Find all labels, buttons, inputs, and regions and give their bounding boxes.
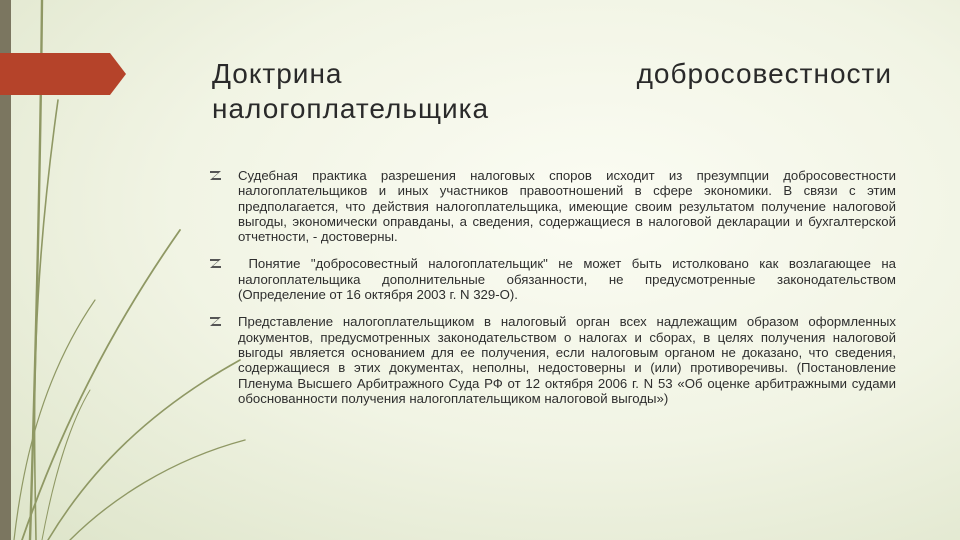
z-bullet-icon bbox=[210, 171, 221, 180]
bullet-text: Представление налогоплательщиком в налоговый орган всех надлежащим образом оформленных документов, предусмотренных законодательством о налогах и сборах, в целях получения налоговой выгоды является основанием для ее получения, если налоговым органом не доказано, что сведения, содержащиеся в этих документах, неполны, недостоверны и (или) противоречивы. (Постановление Пленума Высшего Арбитражного Суда РФ от 12 октября 2006 г. N 53 «Об оценке арбитражными судами обоснованности получения налогоплательщиком налоговой выгоды») bbox=[238, 314, 896, 406]
title-word-doctrine: Доктрина bbox=[212, 58, 343, 89]
z-bullet-icon bbox=[210, 317, 221, 326]
bullet-item bbox=[210, 256, 900, 303]
bullet-list bbox=[210, 168, 900, 418]
z-bullet-icon bbox=[210, 259, 221, 268]
bullet-text: Понятие "добросовестный налогоплательщик" не может быть истолковано как возлагающее на налогоплательщика дополнительные обязанности, не предусмотренные законодательством (Определение от 16 октября 2003 г. N 329-О). bbox=[238, 256, 900, 303]
bullet-item bbox=[210, 168, 896, 244]
title-line-1 bbox=[212, 56, 892, 91]
title-line-2: налогоплательщика bbox=[212, 93, 490, 124]
title-word-good-faith: добросовестности bbox=[636, 58, 892, 89]
title-accent-arrow bbox=[0, 53, 126, 95]
bullet-text: Судебная практика разрешения налоговых споров исходит из презумпции добросовестности налогоплательщиков и иных участников правоотношений в сфере экономики. В связи с этим предполагается, что действия налогоплательщика, имеющие своим результатом получение налоговой выгоды, экономически оправданы, а сведения, содержащиеся в налоговой декларации и бухгалтерской отчетности, - достоверны. bbox=[238, 168, 896, 245]
bullet-item bbox=[210, 314, 896, 406]
slide-title bbox=[212, 56, 892, 126]
